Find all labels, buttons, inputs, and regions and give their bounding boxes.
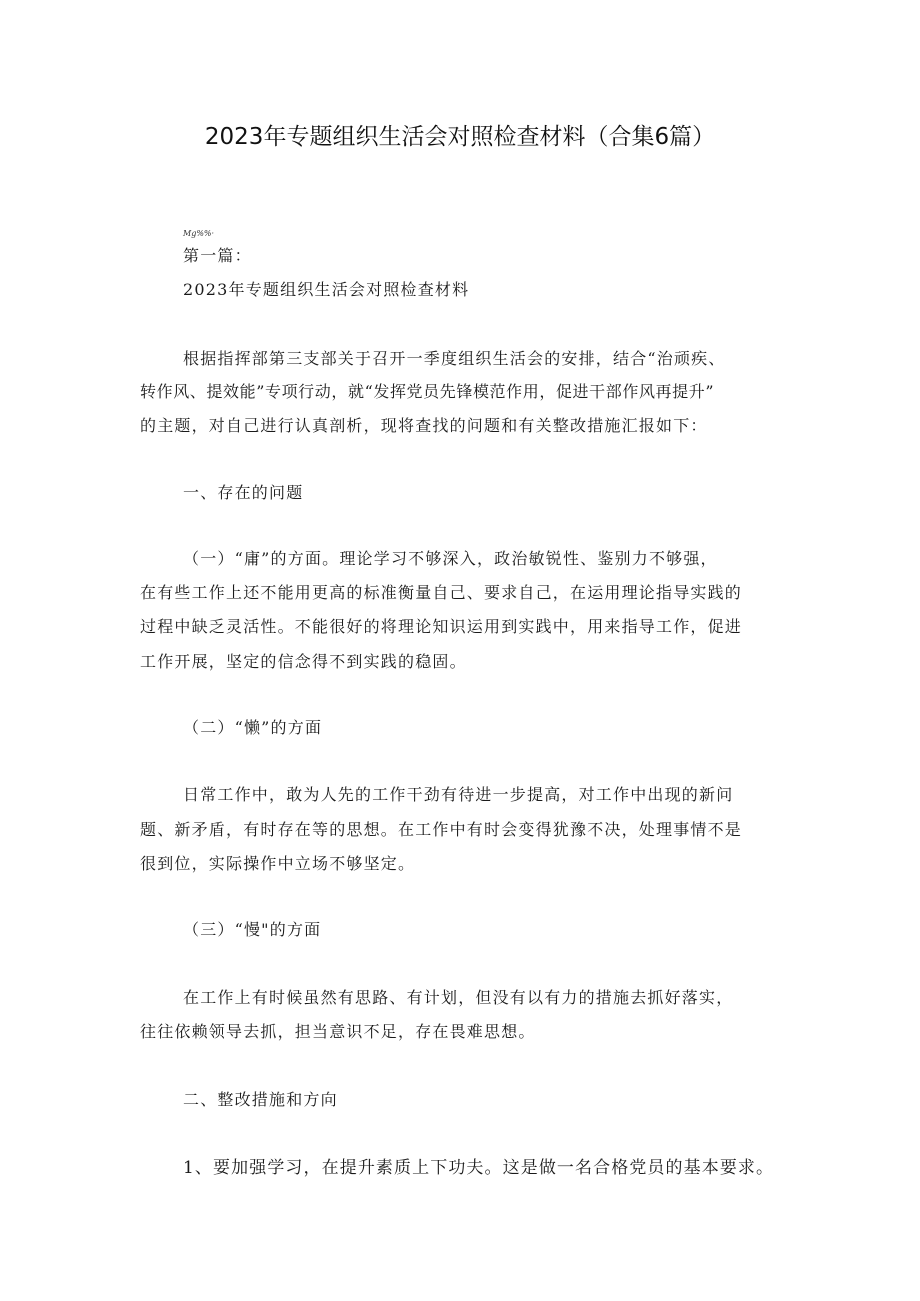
intro-line: 转作风、提效能”专项行动，就“发挥党员先锋模范作用，促进干部作风再提升”: [140, 382, 715, 401]
paragraph-line: 往往依赖领导去抓，担当意识不足，存在畏难思想。: [140, 1022, 536, 1041]
subsection-heading: （二）“懒”的方面: [183, 718, 323, 737]
paragraph-line: 在工作上有时候虽然有思路、有计划，但没有以有力的措施去抓好落实，: [183, 988, 734, 1007]
paragraph-line: 过程中缺乏灵活性。不能很好的将理论知识运用到实践中，用来指导工作，促进: [140, 617, 743, 636]
paragraph-line: （一）“庸”的方面。理论学习不够深入，政治敏锐性、鉴别力不够强，: [183, 549, 718, 568]
paragraph-line: 日常工作中，敢为人先的工作干劲有待进一步提高，对工作中出现的新问: [183, 785, 734, 804]
section-heading: 一、存在的问题: [183, 483, 304, 502]
paragraph-line: 工作开展，坚定的信念得不到实践的稳固。: [140, 652, 467, 671]
chapter-title: 2023年专题组织生活会对照检查材料: [183, 280, 470, 299]
subsection-heading: （三）“慢"的方面: [183, 920, 322, 939]
paragraph-line: 在有些工作上还不能用更高的标准衡量自己、要求自己，在运用理论指导实践的: [140, 583, 743, 602]
measure-line: 1、要加强学习，在提升素质上下功夫。这是做一名合格党员的基本要求。: [183, 1158, 775, 1178]
intro-line: 根据指挥部第三支部关于召开一季度组织生活会的安排，结合“治顽疾、: [183, 349, 726, 368]
paragraph-line: 题、新矛盾，有时存在等的思想。在工作中有时会变得犹豫不决，处理事情不是: [140, 820, 743, 839]
stamp-mark: Mg%%·: [183, 229, 215, 238]
paragraph-line: 很到位，实际操作中立场不够坚定。: [140, 854, 416, 873]
intro-line: 的主题，对自己进行认真剖析，现将查找的问题和有关整改措施汇报如下：: [140, 416, 708, 435]
document-title: 2023年专题组织生活会对照检查材料（合集6篇）: [204, 124, 716, 150]
section-heading: 二、整改措施和方向: [183, 1090, 338, 1109]
chapter-label: 第一篇：: [183, 246, 252, 265]
